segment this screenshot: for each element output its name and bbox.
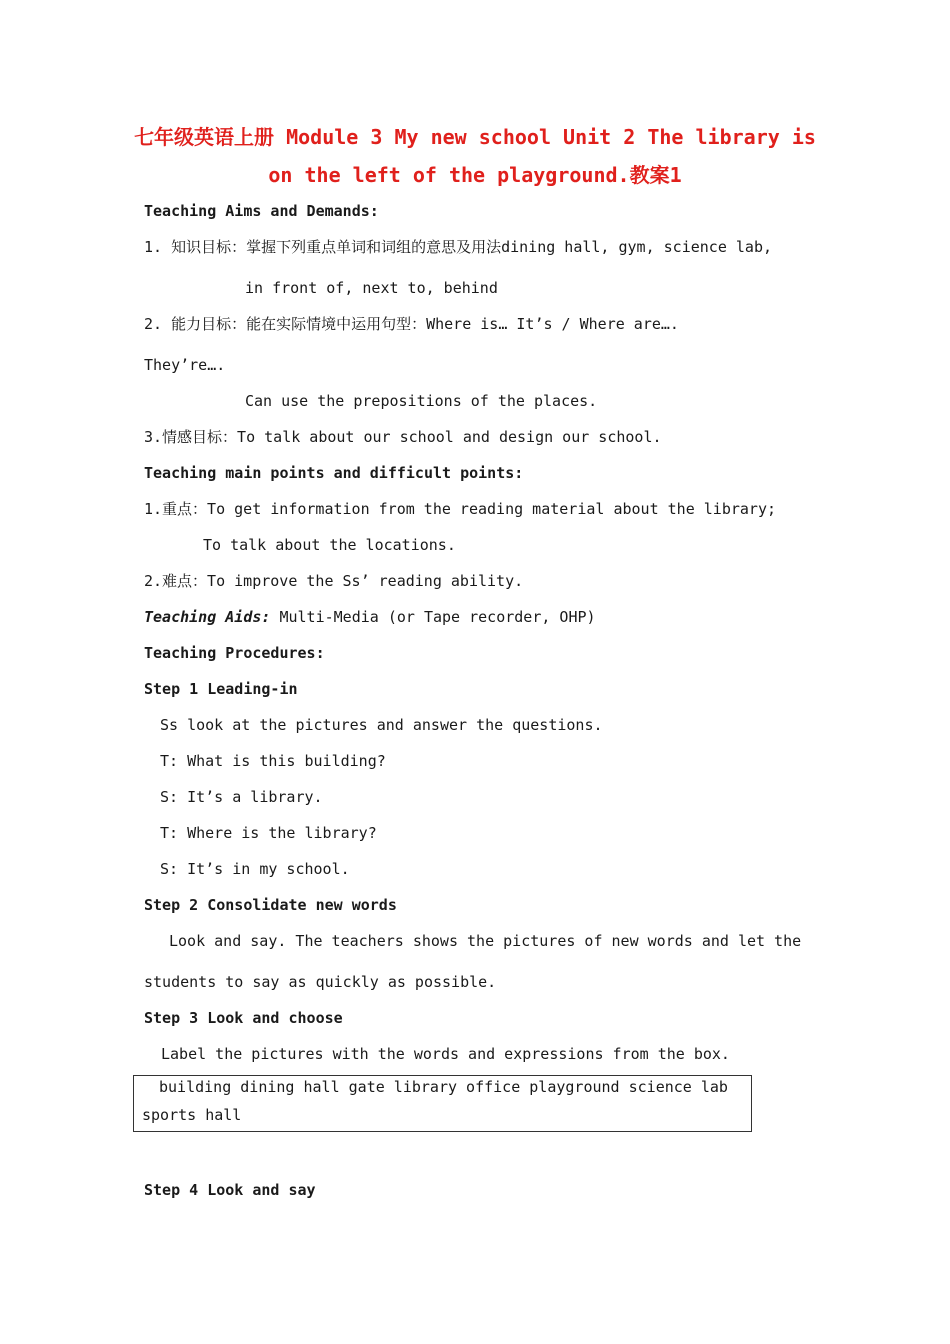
procedures-heading: Teaching Procedures:: [144, 644, 325, 662]
word-box-line: building dining hall gate library office playground science lab: [159, 1078, 728, 1096]
points-heading: Teaching main points and difficult points:: [144, 464, 524, 482]
step2-heading: Step 2 Consolidate new words: [144, 896, 397, 914]
step1-heading: Step 1 Leading-in: [144, 680, 298, 698]
aims-item-knowledge-continued: in front of, next to, behind: [245, 279, 498, 297]
word-box: [133, 1075, 752, 1132]
step1-dialogue-line: S: It’s a library.: [160, 788, 323, 806]
step1-dialogue-line: S: It’s in my school.: [160, 860, 350, 878]
aims-item-knowledge: 1. 知识目标：掌握下列重点单词和词组的意思及用法dining hall, gym, science lab,: [144, 238, 773, 256]
aims-item-emotion: 3.情感目标：To talk about our school and design our school.: [144, 428, 662, 446]
teaching-aids-label: Teaching Aids:: [144, 608, 271, 626]
word-box-line: sports hall: [142, 1106, 242, 1124]
step1-dialogue-line: T: Where is the library?: [160, 824, 377, 842]
step3-heading: Step 3 Look and choose: [144, 1009, 343, 1027]
teaching-aids-value: Multi-Media (or Tape recorder, OHP): [270, 608, 596, 626]
points-difficult-item: 2.难点：To improve the Ss’ reading ability.: [144, 572, 524, 590]
teaching-aids: [144, 607, 596, 627]
points-key-item: 1.重点：To get information from the reading material about the library;: [144, 500, 776, 518]
step1-dialogue-line: T: What is this building?: [160, 752, 386, 770]
aims-item-ability-continued: They’re….: [144, 356, 226, 374]
step4-heading: Step 4 Look and say: [144, 1181, 316, 1199]
step2-text: Look and say. The teachers shows the pictures of new words and let the: [169, 932, 802, 950]
points-key-item-continued: To talk about the locations.: [203, 536, 456, 554]
step2-text-continued: students to say as quickly as possible.: [144, 973, 497, 991]
aims-item-ability: 2. 能力目标：能在实际情境中运用句型：Where is… It’s / Where are….: [144, 315, 679, 333]
step1-intro: Ss look at the pictures and answer the questions.: [160, 716, 603, 734]
document-title-line-2: on the left of the playground.教案1: [268, 163, 682, 187]
aims-item-ability-prepositions: Can use the prepositions of the places.: [245, 392, 598, 410]
step3-text: Label the pictures with the words and expressions from the box.: [161, 1045, 730, 1063]
aims-heading: Teaching Aims and Demands:: [144, 202, 379, 220]
document-title-line-1: 七年级英语上册 Module 3 My new school Unit 2 The library is: [134, 125, 816, 149]
